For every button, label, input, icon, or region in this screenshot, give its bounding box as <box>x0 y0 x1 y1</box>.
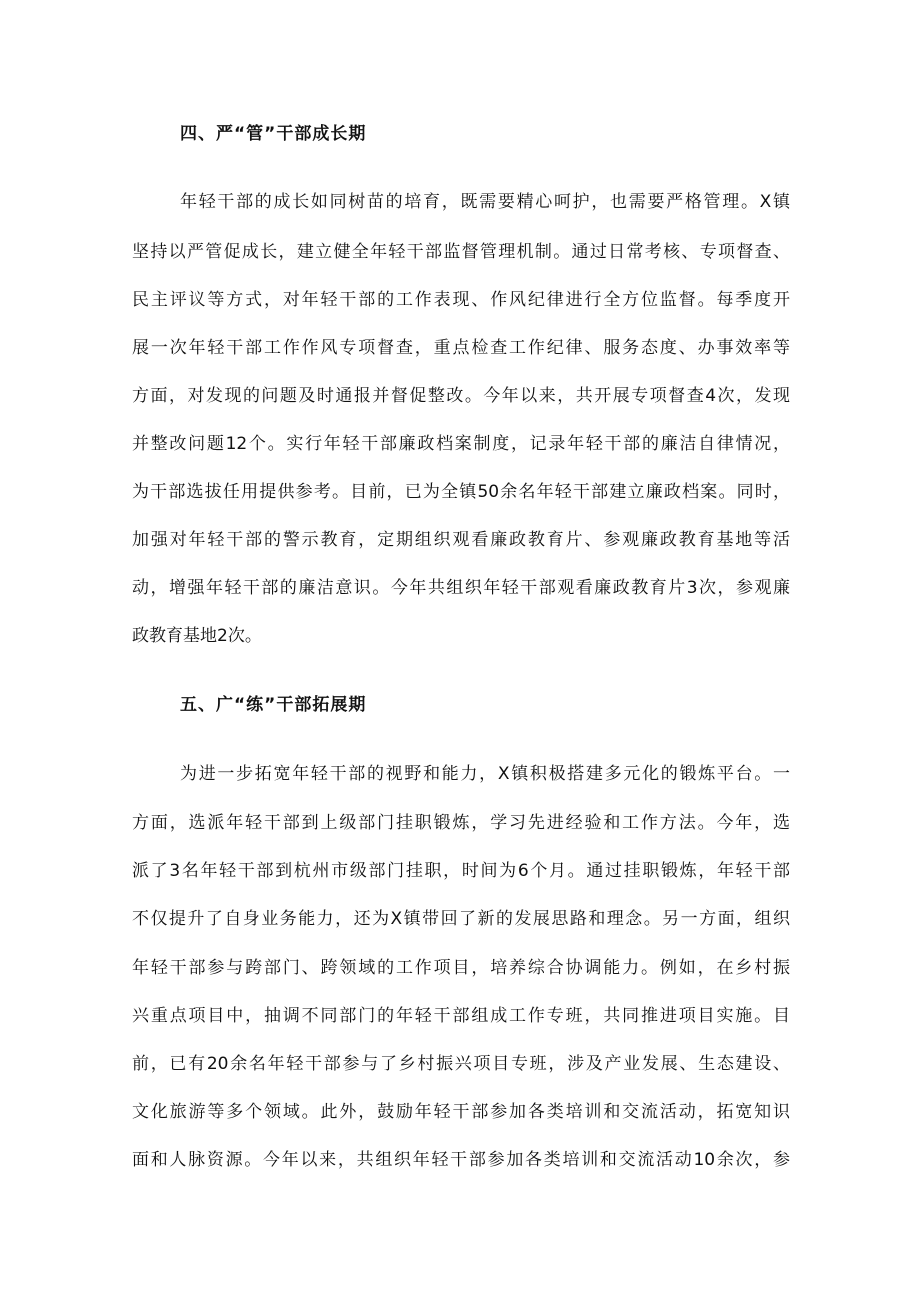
section-heading-4: 四、严“管”干部成长期 <box>180 124 367 144</box>
paragraph-line: 面和人脉资源。今年以来，共组织年轻干部参加各类培训和交流活动10余次，参 <box>132 1150 790 1170</box>
paragraph-line: 为进一步拓宽年轻干部的视野和能力，X镇积极搭建多元化的锻炼平台。一 <box>180 764 790 784</box>
paragraph-line: 动，增强年轻干部的廉洁意识。今年共组织年轻干部观看廉政教育片3次，参观廉 <box>132 578 790 598</box>
paragraph-line: 年轻干部的成长如同树苗的培育，既需要精心呵护，也需要严格管理。X镇 <box>180 192 790 212</box>
paragraph-line: 民主评议等方式，对年轻干部的工作表现、作风纪律进行全方位监督。每季度开 <box>132 290 790 310</box>
paragraph-line: 展一次年轻干部工作作风专项督查，重点检查工作纪律、服务态度、办事效率等 <box>132 338 790 358</box>
section-heading-5: 五、广“练”干部拓展期 <box>180 695 367 715</box>
paragraph-line: 政教育基地2次。 <box>132 626 262 646</box>
paragraph-line: 方面，对发现的问题及时通报并督促整改。今年以来，共开展专项督查4次，发现 <box>132 386 790 406</box>
paragraph-line: 不仅提升了自身业务能力，还为X镇带回了新的发展思路和理念。另一方面，组织 <box>132 909 790 929</box>
paragraph-line: 前，已有20余名年轻干部参与了乡村振兴项目专班，涉及产业发展、生态建设、 <box>132 1054 790 1074</box>
paragraph-line: 并整改问题12个。实行年轻干部廉政档案制度，记录年轻干部的廉洁自律情况， <box>132 434 790 454</box>
paragraph-line: 为干部选拔任用提供参考。目前，已为全镇50余名年轻干部建立廉政档案。同时， <box>132 482 790 502</box>
paragraph-line: 兴重点项目中，抽调不同部门的年轻干部组成工作专班，共同推进项目实施。目 <box>132 1006 790 1026</box>
paragraph-line: 年轻干部参与跨部门、跨领域的工作项目，培养综合协调能力。例如，在乡村振 <box>132 958 790 978</box>
paragraph-line: 派了3名年轻干部到杭州市级部门挂职，时间为6个月。通过挂职锻炼，年轻干部 <box>132 861 790 881</box>
paragraph-line: 加强对年轻干部的警示教育，定期组织观看廉政教育片、参观廉政教育基地等活 <box>132 530 790 550</box>
paragraph-line: 方面，选派年轻干部到上级部门挂职锻炼，学习先进经验和工作方法。今年，选 <box>132 813 790 833</box>
paragraph-line: 文化旅游等多个领域。此外，鼓励年轻干部参加各类培训和交流活动，拓宽知识 <box>132 1102 790 1122</box>
paragraph-line: 坚持以严管促成长，建立健全年轻干部监督管理机制。通过日常考核、专项督查、 <box>132 242 790 262</box>
